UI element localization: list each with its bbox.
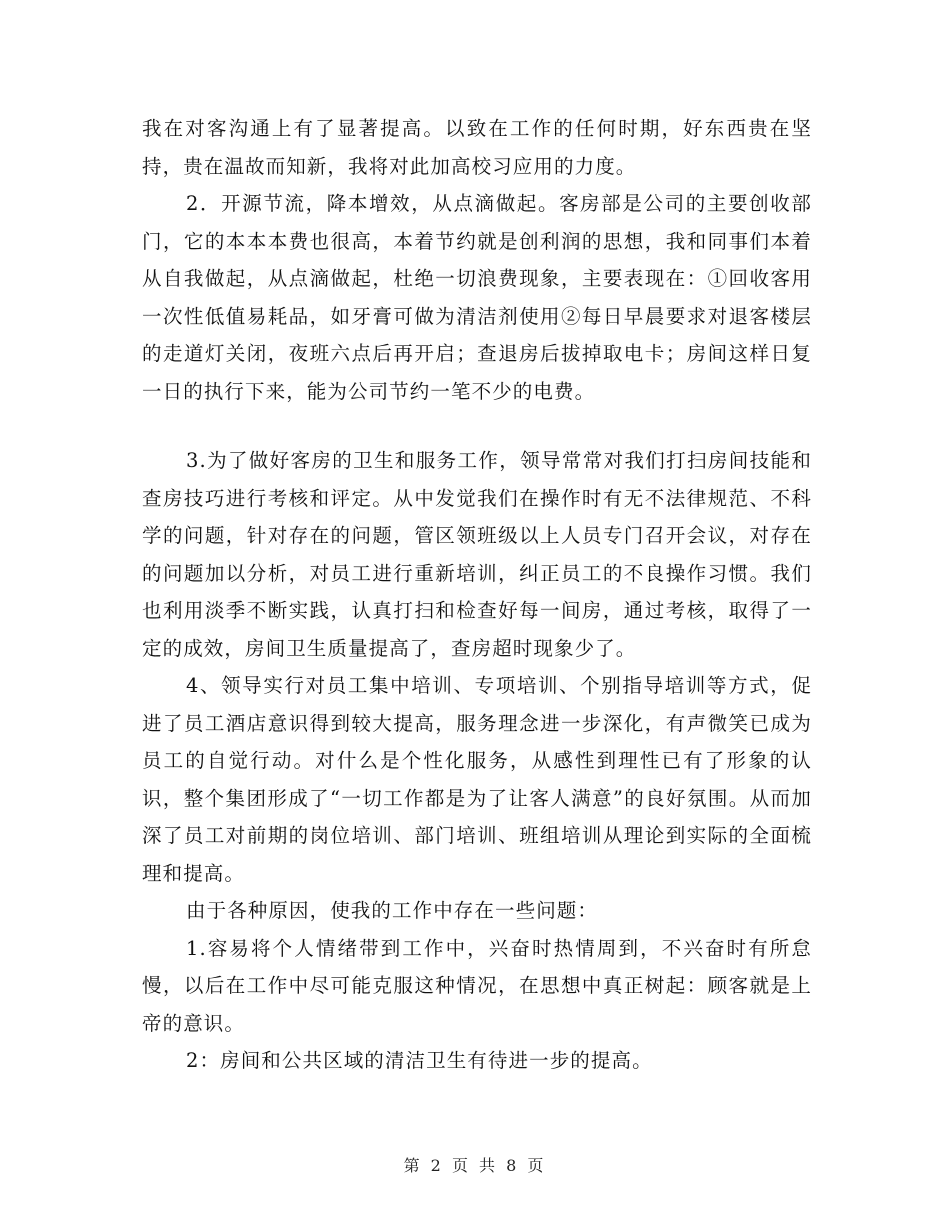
paragraph-problem-1: 1.容易将个人情绪带到工作中，兴奋时热情周到，不兴奋时有所怠慢，以后在工作中尽可能克服这种情况，在思想中真正树起：顾客就是上帝的意识。 (142, 936, 812, 1035)
paragraph-problem-2: 2：房间和公共区域的清洁卫生有待进一步的提高。 (186, 1049, 653, 1072)
paragraph-item-3: 3.为了做好客房的卫生和服务工作，领导常常对我们打扫房间技能和查房技巧进行考核和评定。从中发觉我们在操作时有无不法律规范、不科学的问题，针对存在的问题，管区领班级以上人员专门召开会议，对存在的问题加以分析，对员工进行重新培训，纠正员工的不良操作习惯。我们也利用淡季不断实践，认真打扫和检查好每一间房，通过考核，取得了一定的成效，房间卫生质量提高了，查房超时现象少了。 (142, 449, 812, 660)
paragraph-item-4: 4、领导实行对员工集中培训、专项培训、个别指导培训等方式，促进了员工酒店意识得到较大提高，服务理念进一步深化，有声微笑已成为员工的自觉行动。对什么是个性化服务，从感性到理性已有了形象的认识，整个集团形成了“一切工作都是为了让客人满意”的良好氛围。从而加深了员工对前期的岗位培训、部门培训、班组培训从理论到实际的全面梳理和提高。 (142, 674, 812, 885)
page-number-footer: 第 2 页 共 8 页 (403, 1156, 547, 1175)
paragraph-continuation: 我在对客沟通上有了显著提高。以致在工作的任何时期，好东西贵在坚持，贵在温故而知新，我将对此加高校习应用的力度。 (142, 117, 812, 178)
paragraph-item-2: 2．开源节流，降本增效，从点滴做起。客房部是公司的主要创收部门，它的本本本费也很高，本着节约就是创利润的思想，我和同事们本着从自我做起，从点滴做起，杜绝一切浪费现象，主要表现在：①回收客用一次性低值易耗品，如牙膏可做为清洁剂使用②每日早晨要求对退客楼层的走道灯关闭，夜班六点后再开启；查退房后拔掉取电卡；房间这样日复一日的执行下来，能为公司节约一笔不少的电费。 (142, 192, 812, 403)
paragraph-problems-intro: 由于各种原因，使我的工作中存在一些问题： (186, 899, 599, 922)
document-body (142, 110, 812, 1080)
